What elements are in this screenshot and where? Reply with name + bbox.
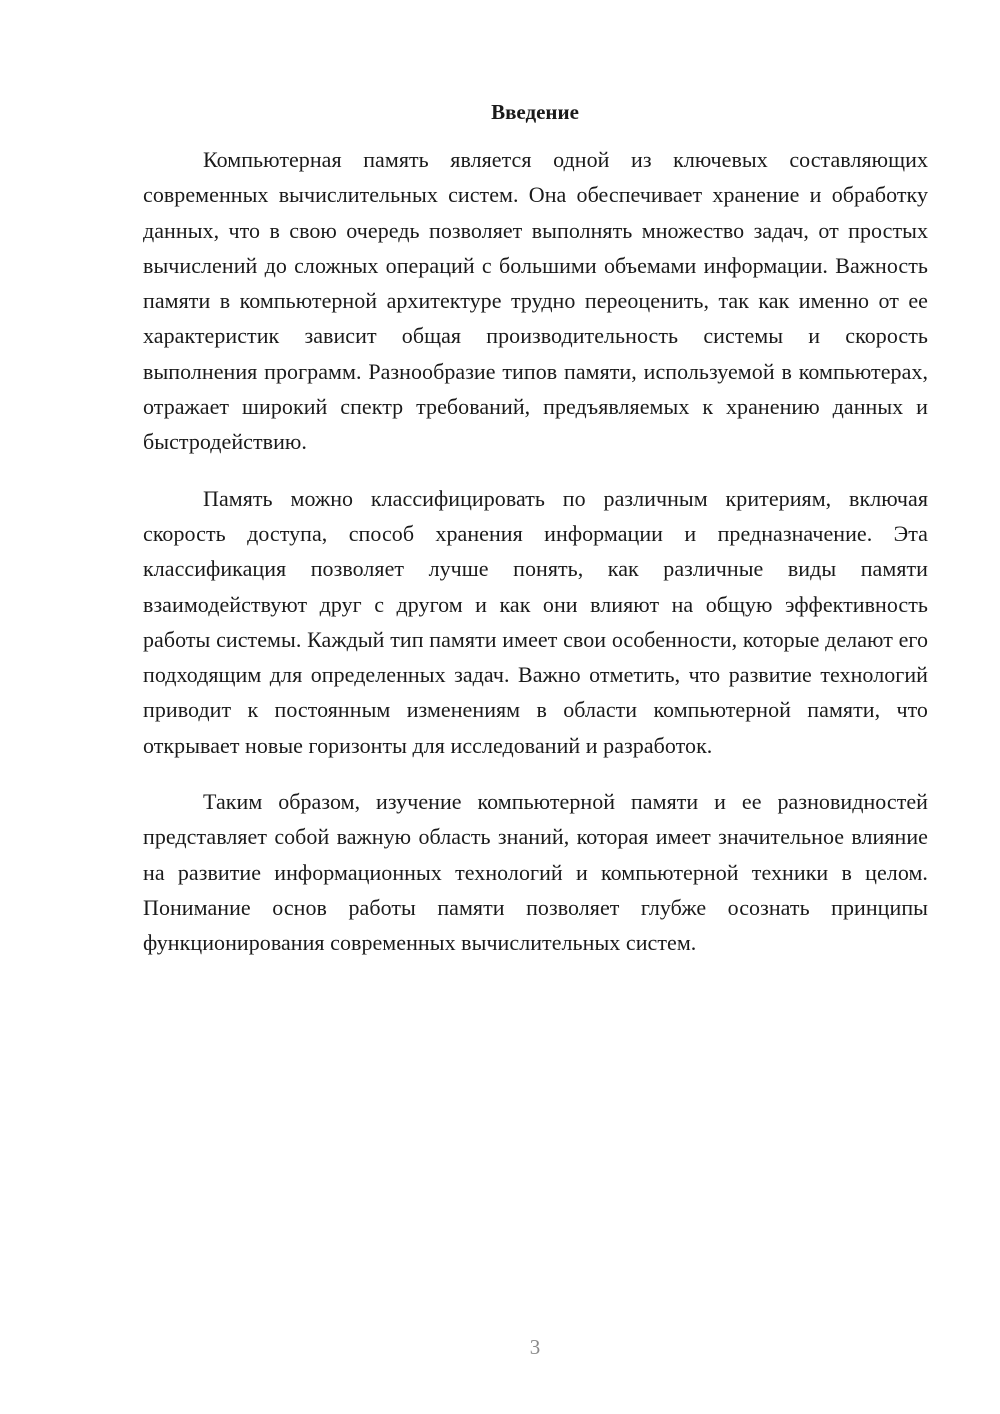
paragraph-1: Компьютерная память является одной из ключевых составляющих современных вычислительных систем. Она обеспечивает хранение и обработку данных, что в свою очередь позволяет выполнять множество задач, от простых вычислений до сложных операций с большими объемами информации. Важность памяти в компьютерной архитектуре трудно переоценить, так как именно от ее характеристик зависит общая производительность системы и скорость выполнения программ. Разнообразие типов памяти, используемой в компьютерах, отражает широкий спектр требований, предъявляемых к хранению данных и быстродействию. [143, 147, 928, 455]
body-text [143, 142, 928, 982]
section-title: Введение [491, 100, 579, 124]
page-number: 3 [529, 1335, 541, 1359]
paragraph-3: Таким образом, изучение компьютерной памяти и ее разновидностей представляет собой важную область знаний, которая имеет значительное влияние на развитие информационных технологий и компьютерной техники в целом. Понимание основ работы памяти позволяет глубже осознать принципы функционирования современных вычислительных систем. [143, 789, 928, 956]
paragraph-2: Память можно классифицировать по различным критериям, включая скорость доступа, способ хранения информации и предназначение. Эта классификация позволяет лучше понять, как различные виды памяти взаимодействуют друг с другом и как они влияют на общую эффективность работы системы. Каждый тип памяти имеет свои особенности, которые делают его подходящим для определенных задач. Важно отметить, что развитие технологий приводит к постоянным изменениям в области компьютерной памяти, что открывает новые горизонты для исследований и разработок. [143, 485, 928, 758]
